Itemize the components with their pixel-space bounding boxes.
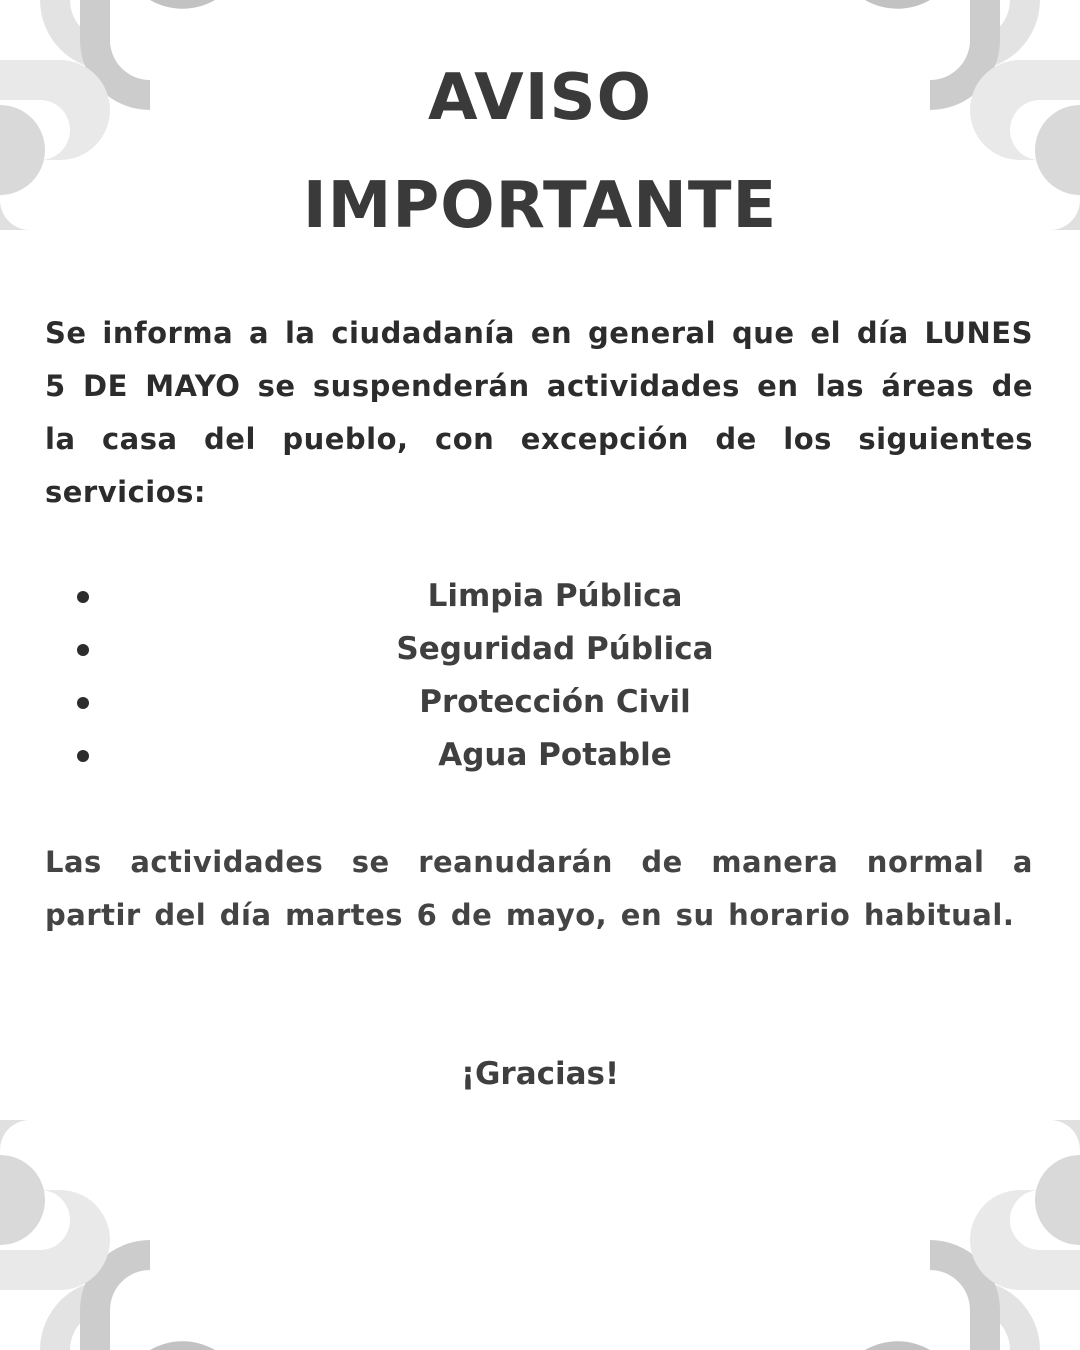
page-title-line-1: AVISO	[427, 61, 653, 135]
service-label: Agua Potable	[438, 737, 672, 773]
resume-paragraph: Las actividades se reanudarán de manera normal a partir del día martes 6 de mayo, en su horario habitual.	[45, 845, 1033, 932]
bullet-icon	[77, 750, 89, 762]
corner-ornament-bottom-left	[0, 1120, 230, 1350]
list-item	[60, 729, 1020, 782]
service-label: Limpia Pública	[427, 578, 683, 614]
list-item	[60, 676, 1020, 729]
bullet-icon	[77, 697, 89, 709]
corner-ornament-bottom-right	[850, 1120, 1080, 1350]
thanks-text: ¡Gracias!	[460, 1056, 620, 1092]
list-item	[60, 623, 1020, 676]
bullet-icon	[77, 644, 89, 656]
service-label: Protección Civil	[419, 684, 691, 720]
page-title-line-2: IMPORTANTE	[302, 169, 778, 243]
bullet-icon	[77, 591, 89, 603]
intro-paragraph: Se informa a la ciudadanía en general que el día LUNES 5 DE MAYO se suspenderán actividades en las áreas de la casa del pueblo, con excepción de los siguientes servicios:	[45, 316, 1033, 509]
services-list	[60, 570, 1020, 782]
list-item	[60, 570, 1020, 623]
service-label: Seguridad Pública	[396, 631, 714, 667]
